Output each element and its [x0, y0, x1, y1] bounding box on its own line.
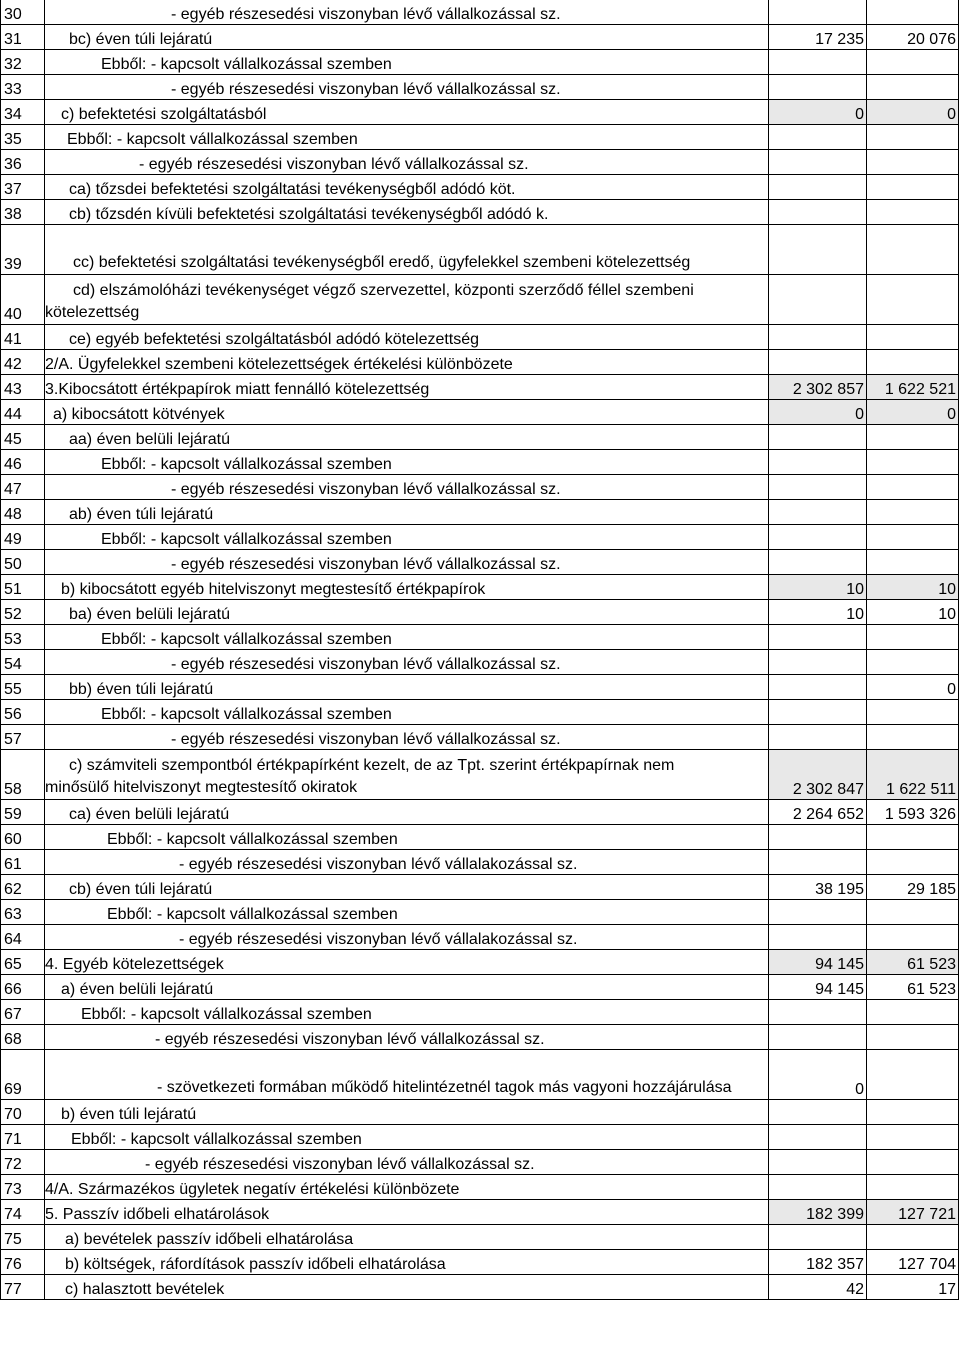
row-label-cell [45, 1150, 769, 1175]
row-number: 41 [1, 325, 45, 350]
table-row [1, 500, 959, 525]
value-previous-year: 0 [867, 400, 959, 425]
row-number: 50 [1, 550, 45, 575]
row-number: 32 [1, 50, 45, 75]
table-row [1, 825, 959, 850]
row-label-cell [45, 25, 769, 50]
row-number: 75 [1, 1225, 45, 1250]
value-current-year: 42 [769, 1275, 867, 1300]
row-label-cell [45, 1100, 769, 1125]
row-label-cell [45, 1225, 769, 1250]
row-number: 72 [1, 1150, 45, 1175]
value-current-year [769, 900, 867, 925]
row-label: 3.Kibocsátott értékpapírok miatt fennálló kötelezettség [45, 381, 430, 398]
value-previous-year [867, 225, 959, 275]
row-number: 31 [1, 25, 45, 50]
row-label: 2/A. Ügyfelekkel szembeni kötelezettségek értékelési különbözete [45, 356, 513, 373]
row-label-cell [45, 400, 769, 425]
value-previous-year [867, 1100, 959, 1125]
row-label: a) bevételek passzív időbeli elhatárolása [65, 1231, 354, 1248]
value-current-year [769, 1025, 867, 1050]
row-number: 37 [1, 175, 45, 200]
table-row [1, 50, 959, 75]
value-current-year [769, 1225, 867, 1250]
table-row [1, 700, 959, 725]
row-label: - egyéb részesedési viszonyban lévő vállalkozással sz. [171, 556, 561, 573]
value-current-year [769, 450, 867, 475]
table-row [1, 975, 959, 1000]
value-previous-year [867, 200, 959, 225]
row-label: Ebből: - kapcsolt vállalkozással szemben [107, 831, 398, 848]
row-label-cell [45, 575, 769, 600]
row-label-cell [45, 175, 769, 200]
row-label: aa) éven belüli lejáratú [69, 431, 230, 448]
value-current-year [769, 1125, 867, 1150]
table-row [1, 0, 959, 25]
table-row [1, 650, 959, 675]
value-previous-year [867, 325, 959, 350]
row-number: 60 [1, 825, 45, 850]
row-label-cell [45, 1175, 769, 1200]
row-label-cell [45, 675, 769, 700]
row-number: 69 [1, 1050, 45, 1100]
value-current-year: 0 [769, 100, 867, 125]
row-number: 63 [1, 900, 45, 925]
table-row [1, 475, 959, 500]
value-current-year [769, 675, 867, 700]
value-previous-year [867, 900, 959, 925]
value-previous-year [867, 650, 959, 675]
value-previous-year [867, 350, 959, 375]
table-row [1, 1225, 959, 1250]
row-label-cell [45, 625, 769, 650]
value-previous-year [867, 500, 959, 525]
row-label-cell [45, 1125, 769, 1150]
table-row [1, 350, 959, 375]
row-label-cell [45, 1200, 769, 1225]
row-number: 45 [1, 425, 45, 450]
row-number: 39 [1, 225, 45, 275]
value-previous-year [867, 275, 959, 325]
row-label: - egyéb részesedési viszonyban lévő vállalakozással sz. [179, 931, 578, 948]
value-previous-year: 0 [867, 100, 959, 125]
row-label: Ebből: - kapcsolt vállalkozással szemben [101, 56, 392, 73]
row-number: 67 [1, 1000, 45, 1025]
table-row [1, 925, 959, 950]
row-label-cell [45, 0, 769, 25]
row-label-cell [45, 375, 769, 400]
table-body [1, 0, 959, 1300]
value-current-year [769, 0, 867, 25]
row-label-cell [45, 200, 769, 225]
value-previous-year [867, 1175, 959, 1200]
table-row [1, 400, 959, 425]
value-previous-year [867, 1000, 959, 1025]
row-label-cell [45, 450, 769, 475]
row-label: ab) éven túli lejáratú [69, 506, 214, 523]
table-row [1, 100, 959, 125]
row-label: 4/A. Származékos ügyletek negatív értékelési különbözete [45, 1181, 460, 1198]
row-label: c) számviteli szempontból értékpapírként kezelt, de az Tpt. szerint értékpapírnak nem minősülő hitelviszonyt megtestesítő okiratok [45, 757, 675, 796]
row-number: 59 [1, 800, 45, 825]
row-number: 49 [1, 525, 45, 550]
value-previous-year [867, 725, 959, 750]
row-label: cd) elszámolóházi tevékenységet végző szervezettel, központi szerződő féllel szembeni kötelezettség [45, 282, 694, 321]
value-previous-year [867, 75, 959, 100]
table-row [1, 425, 959, 450]
table-row [1, 75, 959, 100]
table-row [1, 1200, 959, 1225]
row-number: 74 [1, 1200, 45, 1225]
value-previous-year [867, 850, 959, 875]
row-label-cell [45, 1050, 769, 1100]
row-label: - egyéb részesedési viszonyban lévő vállalkozással sz. [171, 81, 561, 98]
value-current-year: 182 357 [769, 1250, 867, 1275]
table-row [1, 625, 959, 650]
value-current-year [769, 725, 867, 750]
value-previous-year [867, 1125, 959, 1150]
value-previous-year: 127 721 [867, 1200, 959, 1225]
row-label: Ebből: - kapcsolt vállalkozással szemben [67, 131, 358, 148]
value-previous-year: 1 593 326 [867, 800, 959, 825]
row-label: Ebből: - kapcsolt vállalkozással szemben [101, 706, 392, 723]
row-label: - egyéb részesedési viszonyban lévő vállalkozással sz. [155, 1031, 545, 1048]
value-current-year [769, 200, 867, 225]
row-number: 44 [1, 400, 45, 425]
row-label: bb) éven túli lejáratú [69, 681, 214, 698]
value-previous-year [867, 625, 959, 650]
row-label: ca) tőzsdei befektetési szolgáltatási tevékenységből adódó köt. [69, 181, 516, 198]
row-label: - egyéb részesedési viszonyban lévő vállalakozással sz. [179, 856, 578, 873]
value-previous-year [867, 450, 959, 475]
row-number: 56 [1, 700, 45, 725]
value-current-year [769, 1000, 867, 1025]
value-previous-year: 0 [867, 675, 959, 700]
row-number: 35 [1, 125, 45, 150]
row-number: 77 [1, 1275, 45, 1300]
value-previous-year [867, 150, 959, 175]
row-label-cell [45, 950, 769, 975]
value-current-year: 10 [769, 600, 867, 625]
table-row [1, 850, 959, 875]
row-number: 33 [1, 75, 45, 100]
value-previous-year: 1 622 521 [867, 375, 959, 400]
table-row [1, 725, 959, 750]
row-label: - egyéb részesedési viszonyban lévő vállalkozással sz. [171, 481, 561, 498]
row-label: c) befektetési szolgáltatásból [61, 106, 267, 123]
value-previous-year [867, 425, 959, 450]
table-row [1, 575, 959, 600]
row-label: 5. Passzív időbeli elhatárolások [45, 1206, 270, 1223]
table-row [1, 175, 959, 200]
value-previous-year [867, 1025, 959, 1050]
table-row [1, 25, 959, 50]
table-row [1, 875, 959, 900]
row-label: b) kibocsátott egyéb hitelviszonyt megtestesítő értékpapírok [61, 581, 486, 598]
value-current-year [769, 475, 867, 500]
row-number: 47 [1, 475, 45, 500]
table-row [1, 275, 959, 325]
row-number: 30 [1, 0, 45, 25]
table-row [1, 125, 959, 150]
value-current-year: 0 [769, 400, 867, 425]
table-row [1, 375, 959, 400]
row-number: 66 [1, 975, 45, 1000]
value-current-year [769, 925, 867, 950]
value-current-year [769, 125, 867, 150]
row-label: Ebből: - kapcsolt vállalkozással szemben [101, 531, 392, 548]
row-label-cell [45, 925, 769, 950]
table-row [1, 1100, 959, 1125]
value-current-year: 182 399 [769, 1200, 867, 1225]
row-label: Ebből: - kapcsolt vállalkozással szemben [101, 631, 392, 648]
row-label-cell [45, 800, 769, 825]
row-number: 46 [1, 450, 45, 475]
value-previous-year: 10 [867, 600, 959, 625]
row-label: cb) tőzsdén kívüli befektetési szolgáltatási tevékenységből adódó k. [69, 206, 549, 223]
table-row [1, 225, 959, 275]
row-label-cell [45, 725, 769, 750]
row-label: - egyéb részesedési viszonyban lévő vállalkozással sz. [139, 156, 529, 173]
value-previous-year [867, 825, 959, 850]
row-number: 42 [1, 350, 45, 375]
row-label-cell [45, 500, 769, 525]
table-row [1, 525, 959, 550]
row-label: Ebből: - kapcsolt vállalkozással szemben [81, 1006, 372, 1023]
row-label: Ebből: - kapcsolt vállalkozással szemben [71, 1131, 362, 1148]
table-row [1, 1250, 959, 1275]
row-label-cell [45, 1250, 769, 1275]
row-number: 57 [1, 725, 45, 750]
table-row [1, 1000, 959, 1025]
value-current-year [769, 175, 867, 200]
row-number: 36 [1, 150, 45, 175]
value-current-year [769, 350, 867, 375]
value-previous-year [867, 1150, 959, 1175]
table-row [1, 450, 959, 475]
row-label-cell [45, 975, 769, 1000]
value-current-year [769, 1150, 867, 1175]
value-current-year [769, 275, 867, 325]
row-label-cell [45, 50, 769, 75]
value-current-year: 94 145 [769, 950, 867, 975]
row-label-cell [45, 325, 769, 350]
row-label: 4. Egyéb kötelezettségek [45, 956, 224, 973]
row-label: - egyéb részesedési viszonyban lévő vállalkozással sz. [171, 656, 561, 673]
value-previous-year: 1 622 511 [867, 750, 959, 800]
row-label: ce) egyéb befektetési szolgáltatásból adódó kötelezettség [69, 331, 480, 348]
value-previous-year [867, 125, 959, 150]
row-number: 55 [1, 675, 45, 700]
table-row [1, 325, 959, 350]
row-number: 34 [1, 100, 45, 125]
value-current-year: 17 235 [769, 25, 867, 50]
value-current-year: 38 195 [769, 875, 867, 900]
row-label-cell [45, 100, 769, 125]
value-current-year [769, 75, 867, 100]
value-previous-year: 20 076 [867, 25, 959, 50]
row-number: 54 [1, 650, 45, 675]
value-current-year [769, 425, 867, 450]
value-current-year [769, 225, 867, 275]
row-label-cell [45, 275, 769, 325]
row-label-cell [45, 75, 769, 100]
row-number: 52 [1, 600, 45, 625]
row-label: b) költségek, ráfordítások passzív időbeli elhatárolása [65, 1256, 446, 1273]
row-label-cell [45, 350, 769, 375]
table-row [1, 1125, 959, 1150]
value-current-year [769, 1100, 867, 1125]
value-previous-year [867, 175, 959, 200]
table-row [1, 550, 959, 575]
value-current-year [769, 550, 867, 575]
row-number: 53 [1, 625, 45, 650]
row-label: a) éven belüli lejáratú [61, 981, 214, 998]
row-label: - szövetkezeti formában működő hitelintézetnél tagok más vagyoni hozzájárulása [157, 1079, 732, 1096]
row-label-cell [45, 1025, 769, 1050]
row-label: cc) befektetési szolgáltatási tevékenységből eredő, ügyfelekkel szembeni kötelezettség [73, 254, 691, 271]
table-row [1, 1025, 959, 1050]
row-label-cell [45, 225, 769, 275]
value-previous-year [867, 1050, 959, 1100]
value-current-year: 0 [769, 1050, 867, 1100]
value-current-year: 2 264 652 [769, 800, 867, 825]
value-previous-year [867, 550, 959, 575]
row-label: ca) éven belüli lejáratú [69, 806, 230, 823]
row-number: 76 [1, 1250, 45, 1275]
value-previous-year [867, 50, 959, 75]
row-label-cell [45, 525, 769, 550]
value-current-year [769, 850, 867, 875]
value-previous-year: 10 [867, 575, 959, 600]
row-label: - egyéb részesedési viszonyban lévő vállalkozással sz. [171, 6, 561, 23]
row-label-cell [45, 750, 769, 800]
row-label: ba) éven belüli lejáratú [69, 606, 230, 623]
row-label-cell [45, 550, 769, 575]
value-previous-year [867, 0, 959, 25]
row-label: bc) éven túli lejáratú [69, 31, 213, 48]
value-current-year: 94 145 [769, 975, 867, 1000]
row-number: 70 [1, 1100, 45, 1125]
value-current-year: 2 302 847 [769, 750, 867, 800]
table-row [1, 600, 959, 625]
value-current-year [769, 700, 867, 725]
value-previous-year [867, 925, 959, 950]
row-label: c) halasztott bevételek [65, 1281, 225, 1298]
row-label: - egyéb részesedési viszonyban lévő vállalkozással sz. [171, 731, 561, 748]
row-number: 40 [1, 275, 45, 325]
value-previous-year: 29 185 [867, 875, 959, 900]
row-number: 48 [1, 500, 45, 525]
row-number: 61 [1, 850, 45, 875]
table-row [1, 900, 959, 925]
value-current-year [769, 650, 867, 675]
value-current-year [769, 525, 867, 550]
row-number: 68 [1, 1025, 45, 1050]
value-current-year [769, 825, 867, 850]
row-label: cb) éven túli lejáratú [69, 881, 213, 898]
table-row [1, 750, 959, 800]
row-label-cell [45, 125, 769, 150]
value-current-year [769, 50, 867, 75]
row-label-cell [45, 875, 769, 900]
value-current-year [769, 625, 867, 650]
row-label-cell [45, 150, 769, 175]
row-number: 62 [1, 875, 45, 900]
row-number: 51 [1, 575, 45, 600]
row-label: a) kibocsátott kötvények [53, 406, 225, 423]
row-label-cell [45, 600, 769, 625]
value-previous-year [867, 525, 959, 550]
table-row [1, 800, 959, 825]
value-current-year [769, 150, 867, 175]
value-previous-year [867, 1225, 959, 1250]
table-row [1, 1150, 959, 1175]
table-row [1, 950, 959, 975]
table-row [1, 1050, 959, 1100]
table-row [1, 675, 959, 700]
row-number: 73 [1, 1175, 45, 1200]
row-number: 64 [1, 925, 45, 950]
value-previous-year: 61 523 [867, 975, 959, 1000]
row-label-cell [45, 900, 769, 925]
value-current-year [769, 1175, 867, 1200]
value-current-year [769, 325, 867, 350]
row-number: 38 [1, 200, 45, 225]
row-label-cell [45, 425, 769, 450]
value-previous-year [867, 700, 959, 725]
row-label: Ebből: - kapcsolt vállalkozással szemben [107, 906, 398, 923]
value-previous-year: 17 [867, 1275, 959, 1300]
row-label-cell [45, 700, 769, 725]
row-label: Ebből: - kapcsolt vállalkozással szemben [101, 456, 392, 473]
value-previous-year: 61 523 [867, 950, 959, 975]
table-row [1, 200, 959, 225]
value-current-year: 10 [769, 575, 867, 600]
row-label-cell [45, 850, 769, 875]
value-current-year: 2 302 857 [769, 375, 867, 400]
value-previous-year: 127 704 [867, 1250, 959, 1275]
value-current-year [769, 500, 867, 525]
row-number: 65 [1, 950, 45, 975]
row-label-cell [45, 650, 769, 675]
row-number: 43 [1, 375, 45, 400]
table-row [1, 150, 959, 175]
row-number: 71 [1, 1125, 45, 1150]
row-label: b) éven túli lejáratú [61, 1106, 197, 1123]
row-label-cell [45, 475, 769, 500]
row-label-cell [45, 825, 769, 850]
row-number: 58 [1, 750, 45, 800]
value-previous-year [867, 475, 959, 500]
table-row [1, 1275, 959, 1300]
row-label-cell [45, 1000, 769, 1025]
table-row [1, 1175, 959, 1200]
row-label: - egyéb részesedési viszonyban lévő vállalkozással sz. [145, 1156, 535, 1173]
row-label-cell [45, 1275, 769, 1300]
